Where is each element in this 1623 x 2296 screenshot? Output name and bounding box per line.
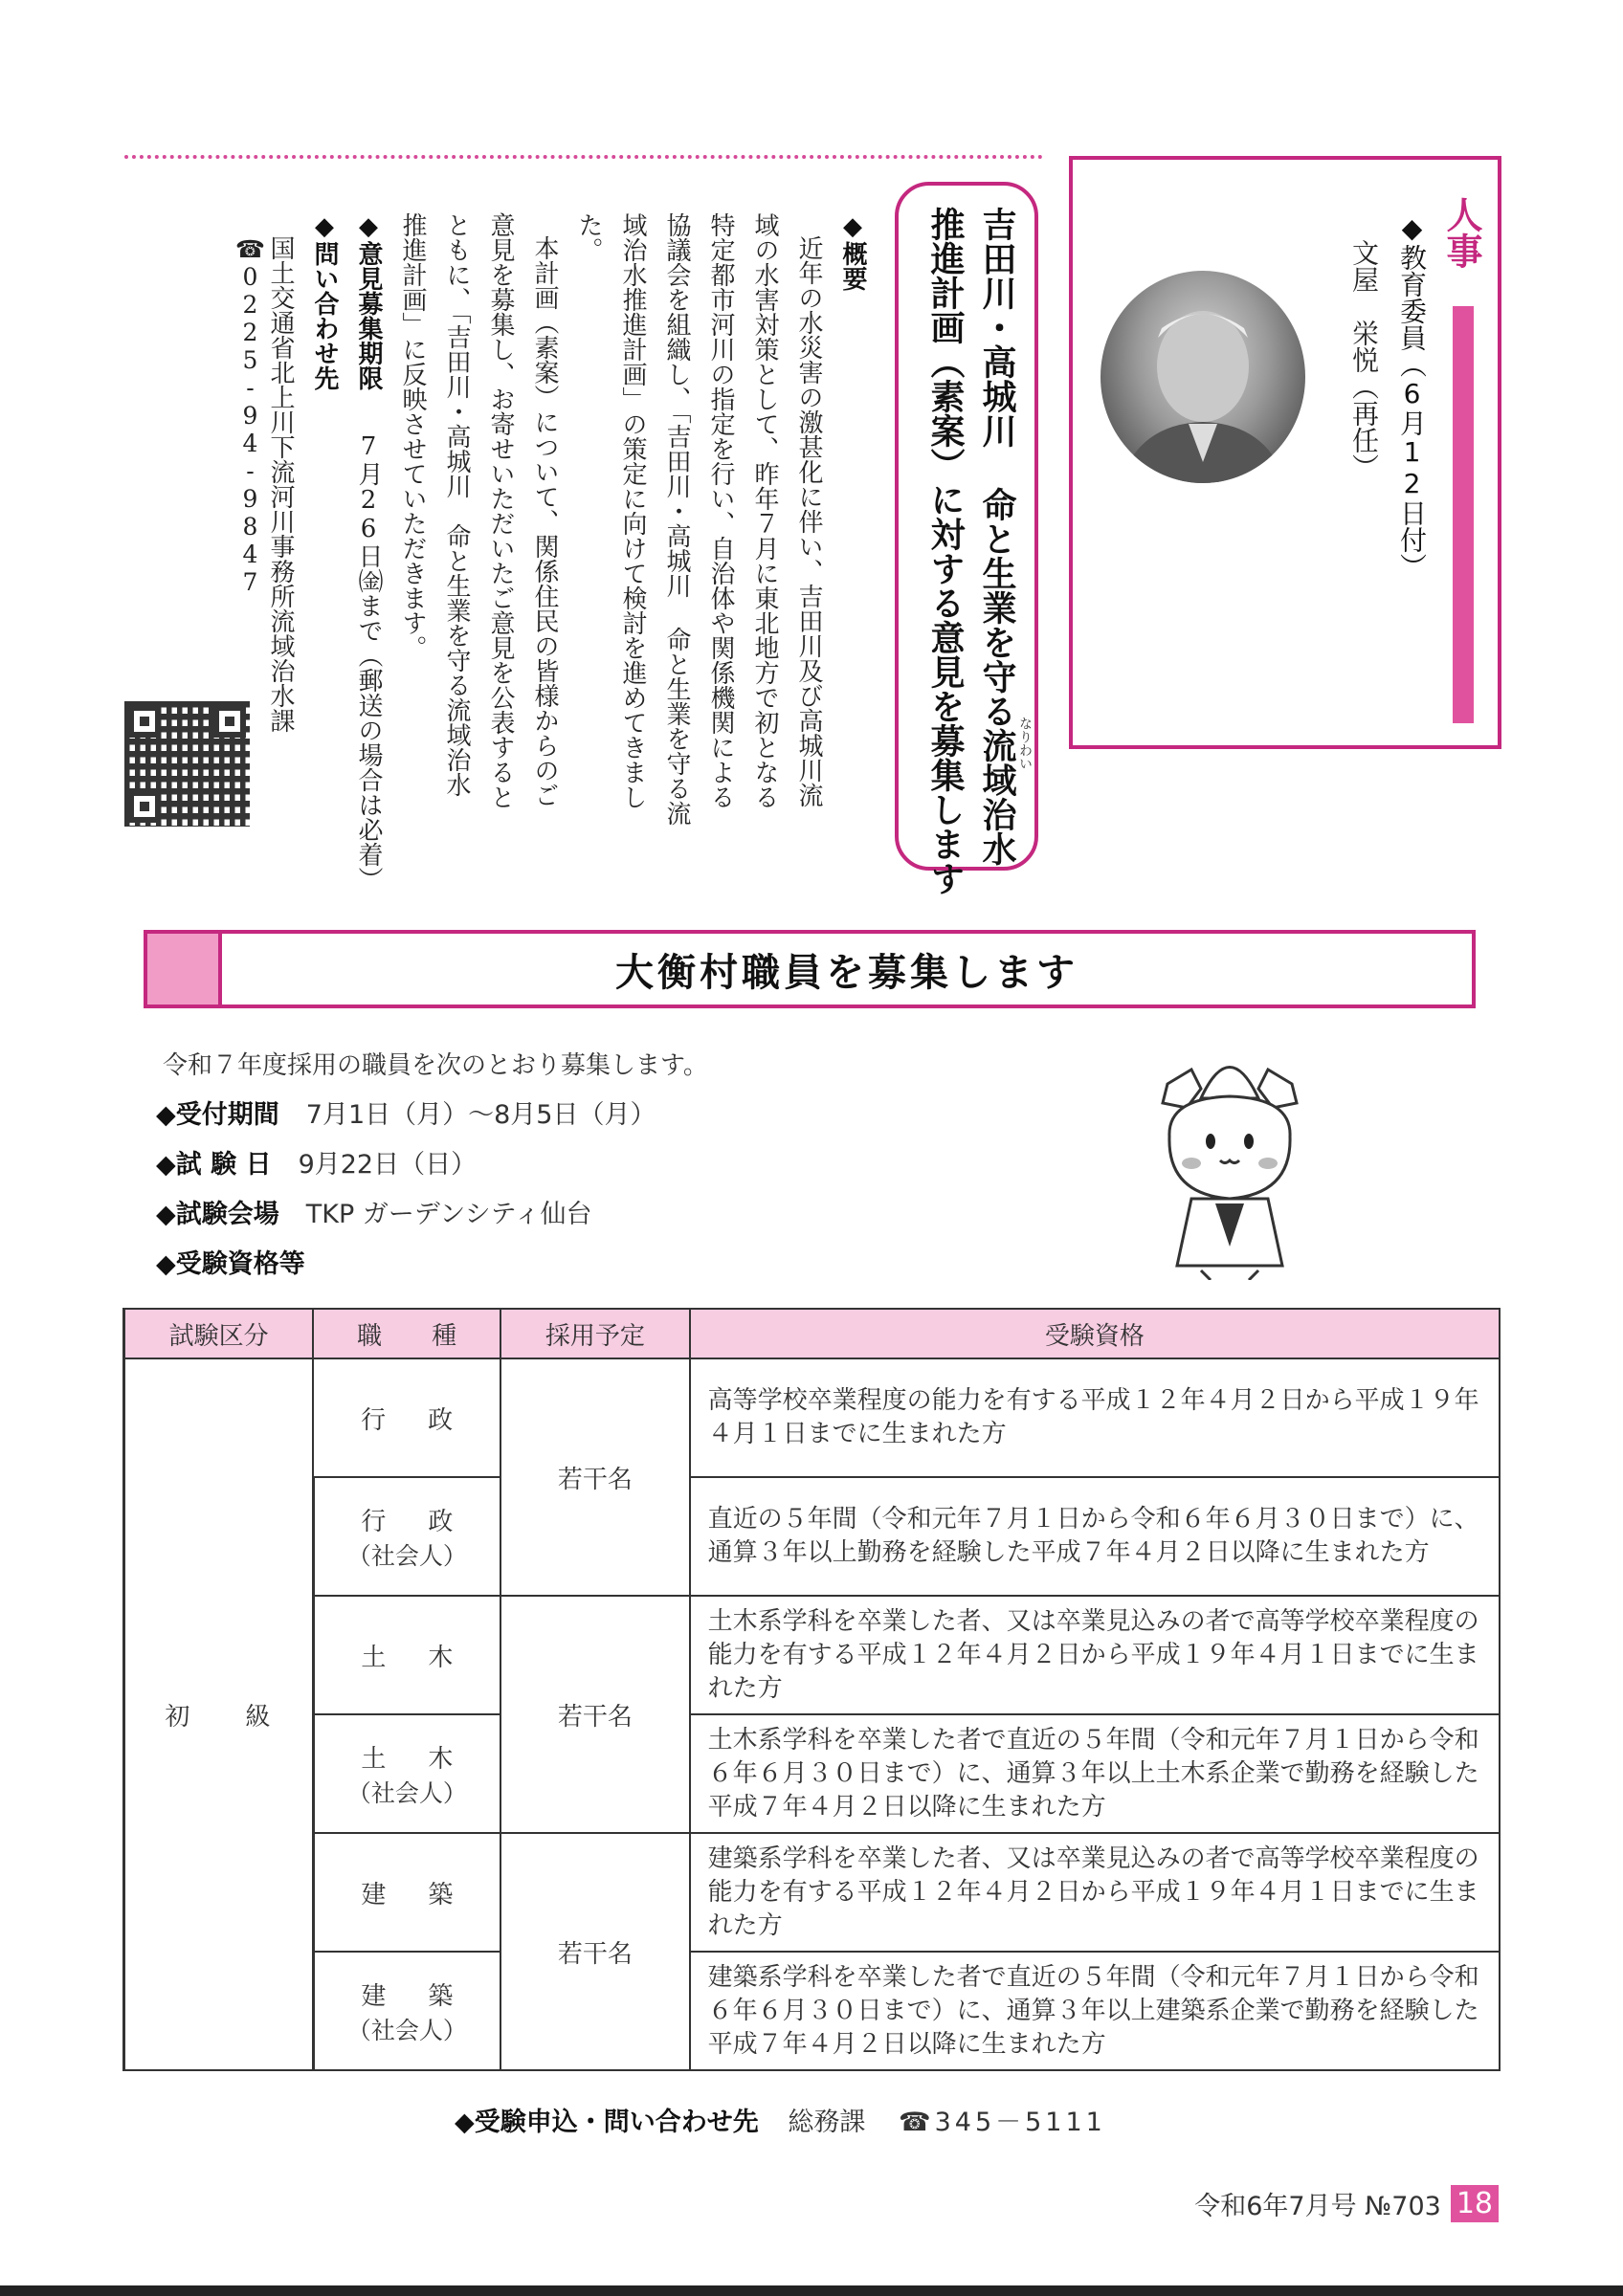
- qualification-cell: 土木系学科を卒業した者で直近の５年間（令和元年７月１日から令和６年６月３０日まで）に、通算３年以上土木系企業で勤務を経験した平成７年４月２日以降に生まれた方: [690, 1714, 1500, 1833]
- table-row: [124, 1596, 1501, 1714]
- info-value: TKP ガーデンシティ仙台: [305, 1200, 592, 1229]
- personnel-label: 人事: [1440, 196, 1482, 269]
- banner-accent-square: [147, 934, 222, 1004]
- overview-line-6: た。: [574, 212, 603, 262]
- planned-cell: 若干名: [500, 1596, 690, 1833]
- info-label: ◆試 験 日: [156, 1150, 272, 1180]
- personnel-name: 文屋 栄悦（再任）: [1348, 239, 1380, 480]
- overview-line-5: 域治水推進計画」の策定に向けて検討を進めてきまし: [618, 212, 647, 809]
- table-row: [124, 1358, 1501, 1477]
- job-cell: [313, 1358, 500, 1477]
- recruit-banner: [144, 930, 1476, 1008]
- job-cell: [313, 1952, 500, 2070]
- personnel-role: ◆教育委員（6月12日付）: [1396, 212, 1428, 580]
- info-row-period: [156, 1093, 656, 1131]
- period-heading: ◆意見募集期限: [354, 212, 383, 390]
- job-sub: （社会人）: [346, 1541, 467, 1570]
- qualification-cell: 直近の５年間（令和元年７月１日から令和６年６月３０日まで）に、通算３年以上勤務を経験した平成７年４月２日以降に生まれた方: [690, 1477, 1500, 1596]
- overview-line-7: 本計画（素案）について、関係住民の皆様からのご: [530, 235, 559, 807]
- qualification-cell: 建築系学科を卒業した者で直近の５年間（令和元年７月１日から令和６年６月３０日まで）に、通算３年以上建築系企業で勤務を経験した平成７年４月２日以降に生まれた方: [690, 1952, 1500, 2070]
- overview-line-10: 推進計画」に反映させていただきます。: [398, 212, 427, 660]
- overview-line-8: 意見を募集し、お寄せいただいたご意見を公表すると: [486, 212, 515, 809]
- overview-line-3: 特定都市河川の指定を行い、自治体や関係機関による: [706, 212, 735, 809]
- period-value: 7月26日㈮まで（郵送の場合は必着）: [354, 432, 383, 892]
- inquiry-phone: ☎0225-94-9847: [236, 235, 264, 596]
- contact-phone: ☎345－5111: [898, 2108, 1106, 2137]
- job-cell: [313, 1477, 500, 1596]
- bottom-rule: [0, 2285, 1623, 2296]
- planned-cell: 若干名: [500, 1833, 690, 2070]
- table-row: [124, 1714, 1501, 1833]
- table-row: [124, 1477, 1501, 1596]
- furigana: なりわい: [1017, 717, 1033, 770]
- overview-line-2: 域の水害対策として、昨年７月に東北地方で初となる: [750, 212, 779, 809]
- job-name: 建築: [361, 1880, 496, 1910]
- personnel-accent-bar: [1453, 306, 1474, 723]
- portrait-silhouette: [1101, 271, 1305, 483]
- job-name: 行政: [361, 1405, 496, 1435]
- inquiry-org: 国土交通省北上川下流河川事務所流域治水課: [266, 235, 295, 733]
- info-row-qualification: [156, 1243, 305, 1280]
- qr-finder-tr: [213, 705, 246, 738]
- header-job: 職 種: [313, 1309, 500, 1358]
- portrait-photo: [1101, 271, 1305, 483]
- info-label: ◆受付期間: [156, 1100, 279, 1130]
- job-cell: [313, 1833, 500, 1952]
- page-number: 18: [1451, 2185, 1499, 2222]
- info-value: 7月1日（月）～8月5日（月）: [305, 1100, 656, 1130]
- river-notice-title-frame: [895, 182, 1038, 895]
- recruit-intro: 令和７年度採用の職員を次のとおり募集します。: [163, 1051, 708, 1080]
- overview-line-9: ともに、「吉田川・高城川 命と生業を守る流域治水: [442, 212, 471, 797]
- table-row: [124, 1952, 1501, 2070]
- job-sub: （社会人）: [346, 1778, 467, 1807]
- overview-heading: ◆概要: [838, 212, 867, 291]
- qr-finder-tl: [128, 705, 161, 738]
- header-qualification: 受験資格: [690, 1309, 1500, 1358]
- overview-line-1: 近年の水災害の激甚化に伴い、吉田川及び高城川流: [794, 235, 823, 807]
- division-cell: 初 級: [124, 1358, 314, 2070]
- job-name: 行政: [361, 1507, 496, 1536]
- job-sub: （社会人）: [346, 2016, 467, 2044]
- info-label: ◆受験資格等: [156, 1249, 305, 1279]
- page-footer: [1194, 2185, 1499, 2222]
- info-row-exam-date: [156, 1143, 477, 1181]
- qualification-cell: 建築系学科を卒業した者、又は卒業見込みの者で高等学校卒業程度の能力を有する平成１２年４月２日から平成１９年４月１日までに生まれた方: [690, 1833, 1500, 1952]
- job-name: 土木: [361, 1643, 496, 1672]
- header-planned: 採用予定: [500, 1309, 690, 1358]
- info-label: ◆試験会場: [156, 1200, 279, 1229]
- job-name: 建築: [361, 1981, 496, 2011]
- header-division: 試験区分: [124, 1309, 314, 1358]
- contact-label: ◆受験申込・問い合わせ先: [455, 2108, 759, 2137]
- qr-finder-bl: [128, 790, 161, 823]
- recruit-contact: [455, 2101, 1106, 2138]
- recruit-title: 大衡村職員を募集します: [615, 950, 1078, 995]
- qualification-cell: 土木系学科を卒業した者、又は卒業見込みの者で高等学校卒業程度の能力を有する平成１２年４月２日から平成１９年４月１日までに生まれた方: [690, 1596, 1500, 1714]
- inquiry-heading: ◆問い合わせ先: [310, 212, 339, 390]
- river-notice-title-line2: 推進計画（素案）に対する意見を募集します: [925, 207, 965, 895]
- planned-cell: 若干名: [500, 1358, 690, 1596]
- overview-line-4: 協議会を組織し、「吉田川・高城川 命と生業を守る流: [662, 212, 691, 826]
- section-divider: [124, 155, 1043, 159]
- recruit-table: [122, 1308, 1501, 2071]
- job-cell: [313, 1596, 500, 1714]
- qualification-cell: 高等学校卒業程度の能力を有する平成１２年４月２日から平成１９年４月１日までに生まれた方: [690, 1358, 1500, 1477]
- river-notice-title-line1: 吉田川・高城川 命と生業を守る流域治水: [977, 207, 1016, 866]
- issue-label: 令和6年7月号 №703: [1194, 2192, 1441, 2221]
- mascot-illustration: [1148, 1041, 1311, 1280]
- info-value: 9月22日（日）: [298, 1150, 478, 1180]
- job-name: 土木: [361, 1744, 496, 1774]
- job-cell: [313, 1714, 500, 1833]
- qr-code[interactable]: [124, 701, 250, 827]
- table-header-row: [124, 1309, 1501, 1358]
- contact-dept: 総務課: [788, 2108, 866, 2137]
- table-row: [124, 1833, 1501, 1952]
- info-row-venue: [156, 1193, 591, 1230]
